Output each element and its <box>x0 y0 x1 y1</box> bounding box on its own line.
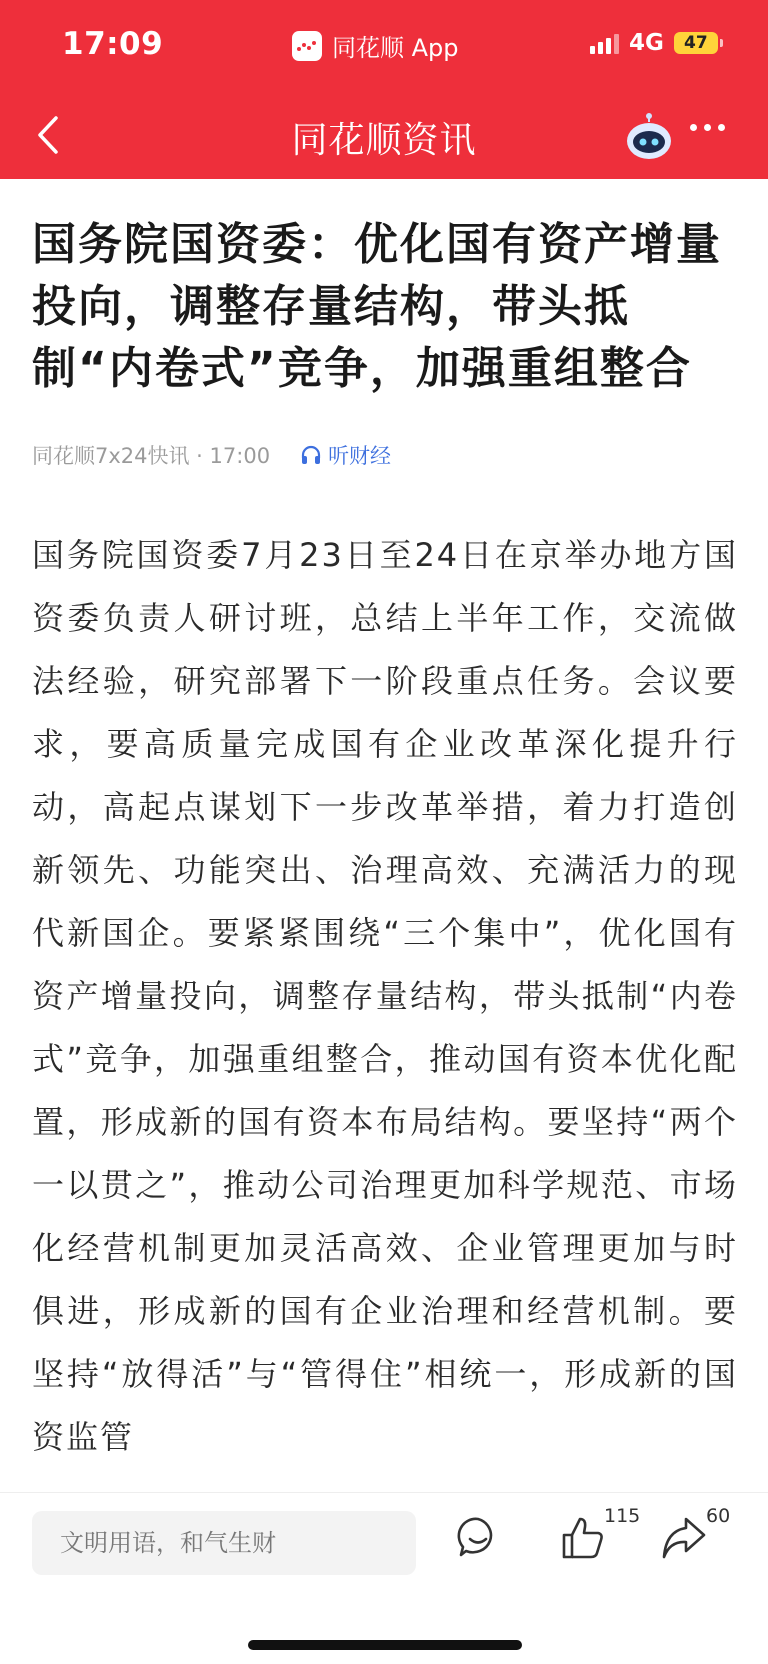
listen-label: 听财经 <box>328 444 392 468</box>
status-app-indicator <box>292 28 459 63</box>
article-source: 同花顺7x24快讯 · 17:00 <box>32 444 271 468</box>
status-indicators <box>590 30 718 56</box>
signal-icon <box>590 32 619 54</box>
share-button[interactable] <box>660 1515 708 1565</box>
listen-button[interactable] <box>300 440 391 470</box>
comment-icon <box>456 1515 500 1559</box>
page-title: 同花顺资讯 <box>291 120 477 161</box>
more-menu-button[interactable] <box>690 124 725 131</box>
comment-input[interactable]: 文明用语，和气生财 <box>32 1511 416 1575</box>
app-header <box>0 0 768 179</box>
like-count: 115 <box>604 1505 641 1527</box>
home-indicator <box>248 1640 522 1650</box>
like-button[interactable] <box>560 1515 606 1565</box>
article-title: 国务院国资委：优化国有资产增量投向，调整存量结构，带头抵制“内卷式”竞争，加强重组整合 <box>32 219 722 394</box>
robot-icon <box>624 112 674 162</box>
share-count: 60 <box>706 1505 731 1527</box>
headphones-icon <box>300 444 322 466</box>
article-body: 国务院国资委7月23日至24日在京举办地方国资委负责人研讨班，总结上半年工作，交流做法经验，研究部署下一阶段重点任务。会议要求，要高质量完成国有企业改革深化提升行动，高起点谋划下一步改革举措，着力打造创新领先、功能突出、治理高效、充满活力的现代新国企。要紧紧围绕“三个集中”，优化国有资产增量投向，调整存量结构，带头抵制“内卷式”竞争，加强重组整合，推动国有资本优化配置，形成新的国有资本布局结构。要坚持“两个一以贯之”，推动公司治理更加科学规范、市场化经营机制更加灵活高效、企业管理更加与时俱进，形成新的国有企业治理和经营机制。要坚持“放得活”与“管得住”相统一，形成新的国资监管 <box>32 536 738 1456</box>
bottom-action-bar <box>0 1492 768 1664</box>
article-meta <box>32 440 738 470</box>
thumbs-up-icon <box>560 1515 606 1561</box>
app-logo-icon <box>292 31 322 61</box>
more-dot <box>718 124 725 131</box>
comment-button[interactable] <box>456 1515 500 1563</box>
status-time: 17:09 <box>62 26 164 62</box>
network-type: 4G <box>629 30 664 56</box>
share-icon <box>660 1515 708 1561</box>
battery-icon: 47 <box>674 32 718 54</box>
status-app-name: 同花顺 App <box>332 34 459 62</box>
article-content <box>32 214 738 1469</box>
more-dot <box>704 124 711 131</box>
ai-assistant-button[interactable] <box>624 112 674 162</box>
more-dot <box>690 124 697 131</box>
